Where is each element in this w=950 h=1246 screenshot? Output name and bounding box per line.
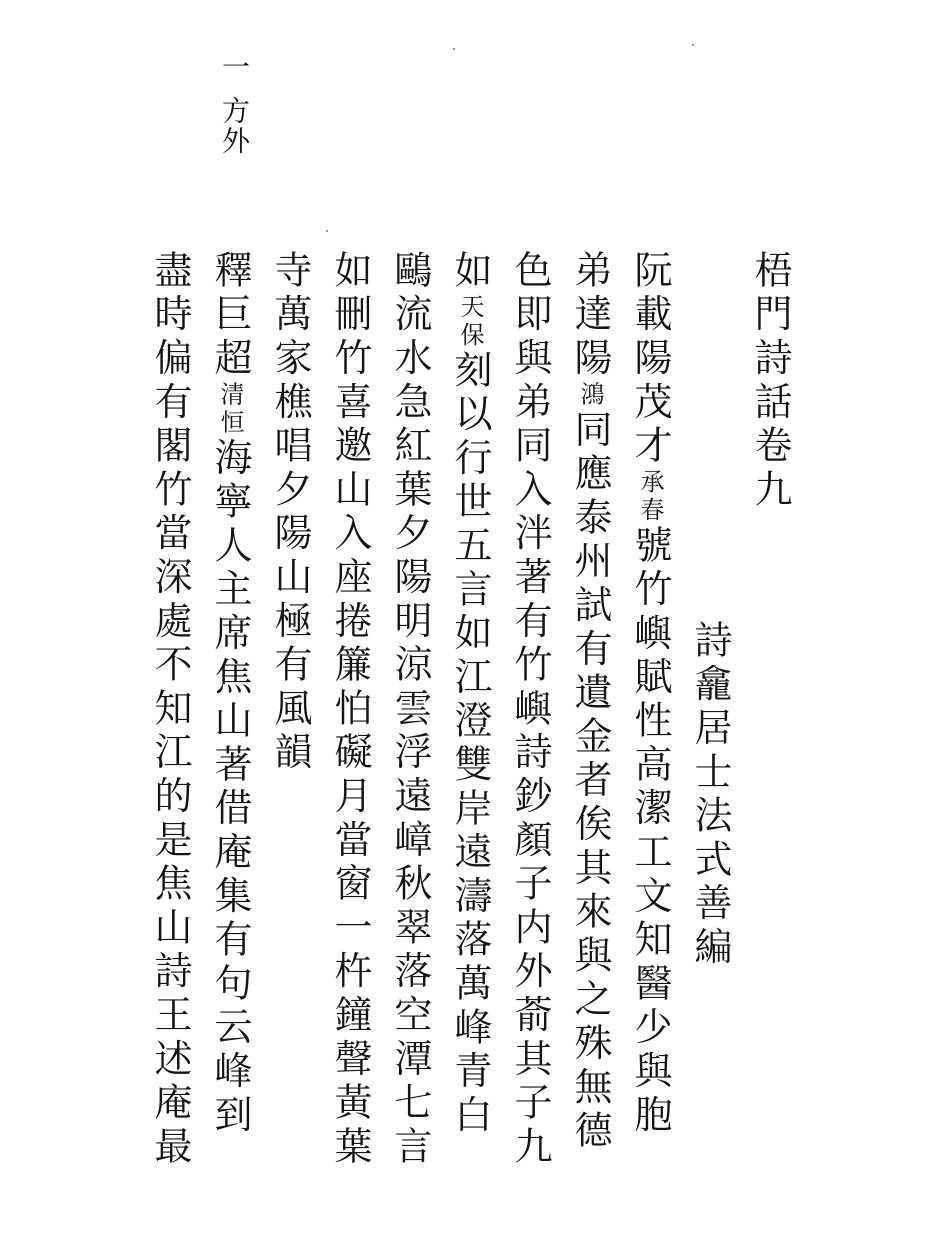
author-line: 詩龕居士法式善編 <box>688 620 732 971</box>
scan-speck <box>453 48 455 50</box>
text-segment: 如刪竹喜邀山入座捲簾怕礙月當窗一杵鐘聲黃葉 <box>328 250 372 1170</box>
text-column <box>508 250 552 1170</box>
text-segment: 刻以行世五言如江澄雙岸遠濤落萬峰青白 <box>448 349 492 1139</box>
text-column <box>628 250 672 1138</box>
text-segment: 寺萬家樵唱夕陽山極有風韻 <box>268 250 312 776</box>
text-segment: 弟達陽 <box>568 250 612 382</box>
text-column <box>268 250 312 776</box>
text-column <box>448 250 492 1138</box>
interlinear-note: 天保 <box>456 293 484 350</box>
text-segment: 號竹嶼賦性高潔工文知醫少與胞 <box>628 525 672 1139</box>
interlinear-note: 承春 <box>636 469 664 525</box>
text-segment: 阮載陽茂才 <box>628 250 672 469</box>
text-segment: 色即與弟同入泮著有竹嶼詩鈔顏子内外萮其子九 <box>508 250 552 1170</box>
interlinear-note: 鴻 <box>576 381 604 410</box>
scan-speck <box>326 230 328 232</box>
scan-speck <box>692 44 694 46</box>
volume-title: 梧門詩話卷九 <box>748 250 792 513</box>
text-segment: 海寧人主席焦山著借庵集有句云峰到 <box>208 437 252 1139</box>
text-column <box>568 250 612 1154</box>
text-column <box>328 250 372 1170</box>
margin-mark: 一 <box>218 52 251 82</box>
margin-label: 方外 <box>218 96 251 156</box>
text-segment: 同應泰州試有遺金者俟其來與之殊無德 <box>568 409 612 1155</box>
text-column <box>148 250 192 1170</box>
text-segment: 釋巨超 <box>208 250 252 382</box>
text-column <box>388 250 432 1170</box>
text-segment: 盡時偏有閣竹當深處不知江的是焦山詩王述庵最 <box>148 250 192 1170</box>
text-column <box>208 250 252 1138</box>
text-segment: 鷗流水急紅葉夕陽明涼雲浮遠嶂秋翠落空潭七言 <box>388 250 432 1170</box>
interlinear-note: 清恒 <box>216 381 244 438</box>
text-segment: 如 <box>448 250 492 294</box>
